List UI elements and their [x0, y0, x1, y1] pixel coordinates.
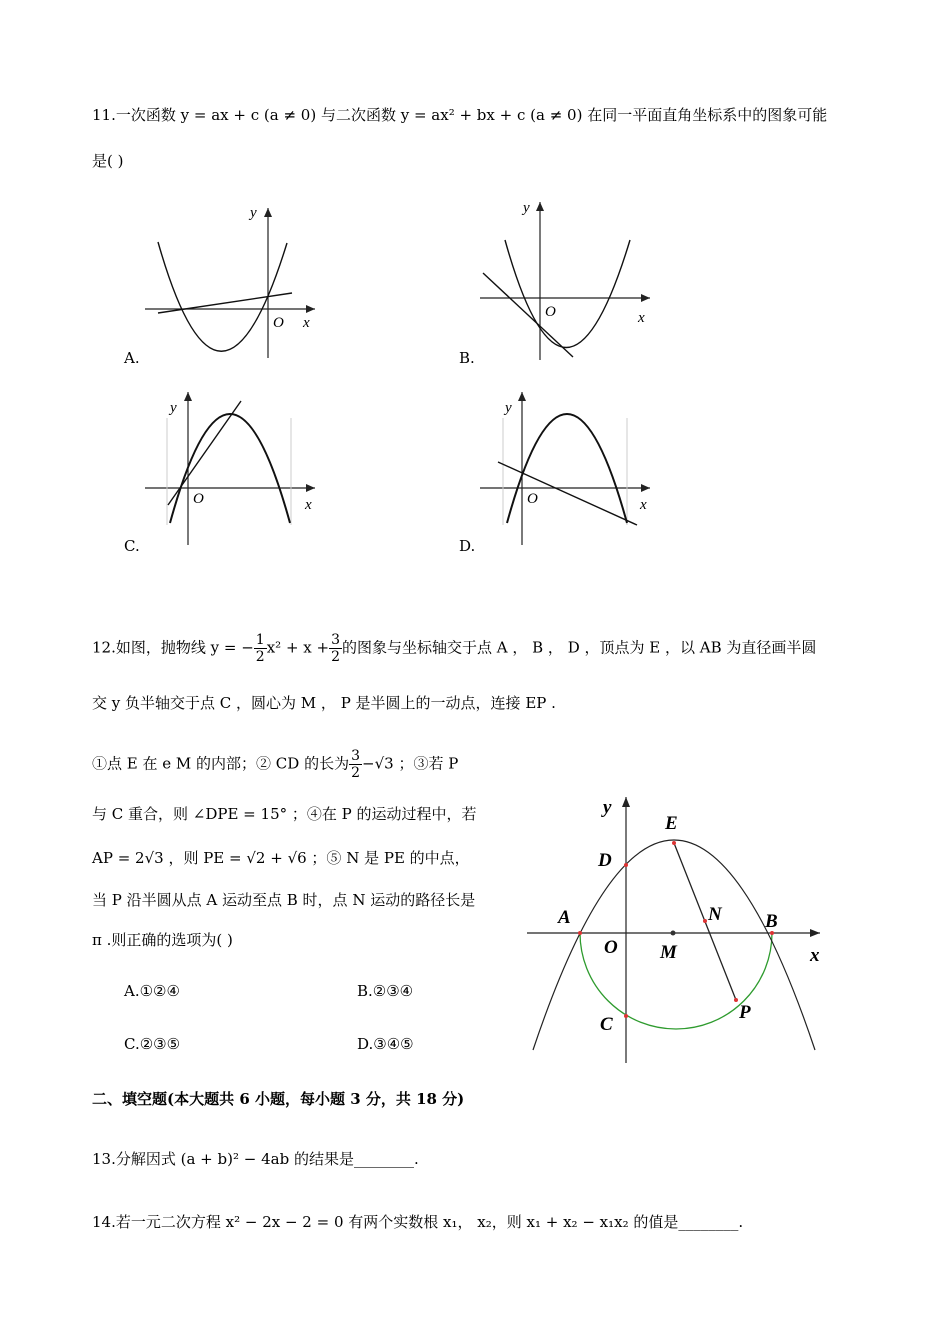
q12-choice-c: C.②③⑤ [124, 1035, 181, 1053]
fig-label-e: E [665, 813, 678, 834]
q11-option-a: A. [124, 349, 140, 367]
fig-label-p: P [739, 1002, 751, 1023]
q12-choice-d: D.③④⑤ [357, 1035, 414, 1053]
q12-text-line1 [92, 632, 816, 665]
graph-a-origin: O [273, 315, 284, 331]
graph-c-origin: O [193, 491, 204, 507]
q11-option-c: C. [124, 537, 140, 555]
q11-text-line2: 是( ) [92, 152, 124, 170]
q12-text-line2: 交 y 负半轴交于点 C ，圆心为 M ， P 是半圆上的一动点，连接 EP . [92, 694, 556, 712]
graph-a-y-label: y [250, 205, 257, 221]
q11-graph-c [140, 385, 330, 550]
q14-text: 14.若一元二次方程 x² − 2x − 2 = 0 有两个实数根 x₁， x₂，则 x₁ + x₂ − x₁x₂ 的值是________. [92, 1213, 744, 1231]
q12-statement-line3: AP = 2√3 ，则 PE = √2 + √6 ；⑤ N 是 PE 的中点， [92, 849, 470, 867]
fig-label-x: x [810, 945, 820, 966]
fig-label-a: A [558, 907, 571, 928]
q12-frac-half: $\frac{1}{2}$ [255, 632, 265, 665]
q11-graph-a [140, 200, 330, 365]
graph-d-origin: O [527, 491, 538, 507]
q12-frac-three-halves: $\frac{3}{2}$ [331, 632, 340, 665]
section-2-heading: 二、填空题(本大题共 6 小题，每小题 3 分，共 18 分) [92, 1090, 465, 1108]
fig-label-d: D [598, 850, 612, 871]
q12-line1-post: 的图象与坐标轴交于点 A ， B ， D ，顶点为 E ，以 AB 为直径画半圆 [342, 638, 817, 657]
fig-label-c: C [600, 1014, 613, 1035]
fig-label-o: O [604, 937, 618, 958]
graph-a-x-label: x [303, 315, 310, 331]
q12-statement-line1: ①点 E 在 e M 的内部；② CD 的长为 $\frac{3}{2}$ −√3 ；③若 P [92, 748, 459, 781]
graph-c-y-label: y [170, 400, 177, 416]
q12-statement-line5: π .则正确的选项为( ) [92, 931, 233, 949]
graph-b-x-label: x [638, 310, 645, 326]
q11-graph-b [475, 195, 665, 367]
q11-graph-d [475, 385, 665, 550]
q11-text-line1: 11.一次函数 y = ax + c (a ≠ 0) 与二次函数 y = ax² + bx + c (a ≠ 0) 在同一平面直角坐标系中的图象可能 [92, 106, 828, 124]
q12-frac-cd: $\frac{3}{2}$ [351, 748, 360, 781]
q13-text: 13.分解因式 (a + b)² − 4ab 的结果是________. [92, 1150, 419, 1168]
q11-option-b: B. [459, 349, 475, 367]
graph-b-origin: O [545, 304, 556, 320]
fig-label-b: B [765, 911, 778, 932]
q12-choice-b: B.②③④ [357, 982, 414, 1000]
fig-label-n: N [708, 904, 722, 925]
q12-line1-mid: x² + x + [266, 638, 330, 657]
q12-statement-line4: 当 P 沿半圆从点 A 运动至点 B 时，点 N 运动的路径长是 [92, 891, 476, 909]
q11-option-d: D. [459, 537, 476, 555]
graph-d-x-label: x [640, 497, 647, 513]
graph-c-x-label: x [305, 497, 312, 513]
fig-label-y: y [603, 797, 612, 818]
q12-choice-a: A.①②④ [124, 982, 180, 1000]
q12-line1-pre: 12.如图，抛物线 y = − [92, 638, 254, 657]
graph-d-y-label: y [505, 400, 512, 416]
graph-b-y-label: y [523, 200, 530, 216]
q12-figure [520, 790, 840, 1075]
q12-statement-line2: 与 C 重合，则 ∠DPE = 15° ；④在 P 的运动过程中，若 [92, 805, 477, 823]
fig-label-m: M [660, 942, 677, 963]
